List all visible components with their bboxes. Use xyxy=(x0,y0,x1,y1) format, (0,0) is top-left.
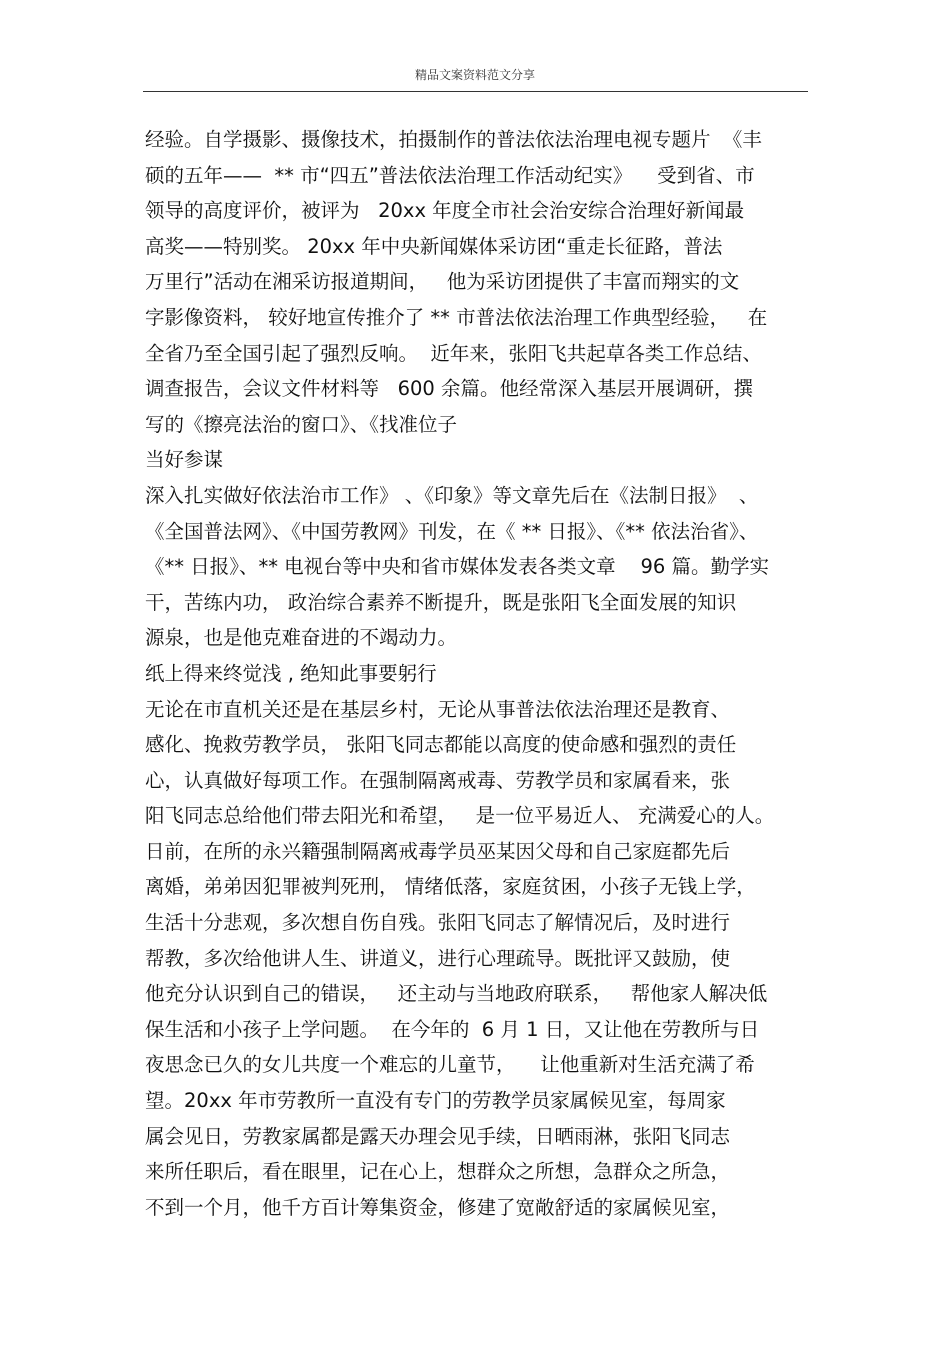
text-line: 阳飞同志总给他们带去阳光和希望， 是一位平易近人、 充满爱心的人。 xyxy=(145,804,775,828)
text-line: 源泉，也是他克难奋进的不竭动力。 xyxy=(145,626,458,650)
text-line: 写的《擦亮法治的窗口》、《找准位子 xyxy=(145,412,458,436)
text-line: 调查报告，会议文件材料等 600 余篇。他经常深入基层开展调研，撰 xyxy=(145,377,754,401)
section-heading: 纸上得来终觉浅 , 绝知此事要躬行 xyxy=(145,661,437,685)
text-line: 《** 日报》、** 电视台等中央和省市媒体发表各类文章 96 篇。勤学实 xyxy=(145,555,769,579)
text-line: 深入扎实做好依法治市工作》 、《印象》等文章先后在《法制日报》 、 xyxy=(145,483,759,507)
text-line: 生活十分悲观，多次想自伤自残。张阳飞同志了解情况后，及时进行 xyxy=(145,911,731,935)
text-line: 他充分认识到自己的错误， 还主动与当地政府联系， 帮他家人解决低 xyxy=(145,982,768,1006)
document-body xyxy=(145,122,825,1225)
page-header: 精品文案资料范文分享 xyxy=(414,68,535,82)
header-divider xyxy=(143,91,808,92)
text-line: 全省乃至全国引起了强烈反响。 近年来，张阳飞共起草各类工作总结、 xyxy=(145,341,762,365)
text-line: 领导的高度评价，被评为 20xx 年度全市社会治安综合治理好新闻最 xyxy=(145,199,745,223)
text-line: 字影像资料， 较好地宣传推介了 ** 市普法依法治理工作典型经验， 在 xyxy=(145,305,768,329)
text-line: 感化、挽救劳教学员， 张阳飞同志都能以高度的使命感和强烈的责任 xyxy=(145,733,737,757)
text-line: 万里行”活动在湘采访报道期间， 他为采访团提供了丰富而翔实的文 xyxy=(145,270,740,294)
text-line: 保生活和小孩子上学问题。 在今年的 6 月 1 日，又让他在劳教所与日 xyxy=(145,1017,760,1041)
text-line: 望。20xx 年市劳教所一直没有专门的劳教学员家属候见室，每周家 xyxy=(145,1089,726,1113)
text-line: 离婚，弟弟因犯罪被判死刑， 情绪低落，家庭贫困，小孩子无钱上学， xyxy=(145,875,756,899)
text-line: 高奖——特别奖。 20xx 年中央新闻媒体采访团“重走长征路，普法 xyxy=(145,234,723,258)
text-line: 心，认真做好每项工作。在强制隔离戒毒、劳教学员和家属看来，张 xyxy=(145,768,731,792)
text-line: 干，苦练内功， 政治综合素养不断提升，既是张阳飞全面发展的知识 xyxy=(145,590,737,614)
text-line: 属会见日，劳教家属都是露天办理会见手续，日晒雨淋，张阳飞同志 xyxy=(145,1124,731,1148)
text-line: 硕的五年—— ** 市“四五”普法依法治理工作活动纪实》 受到省、市 xyxy=(145,163,755,187)
text-line: 《全国普法网》、《中国劳教网》刊发，在《 ** 日报》、《** 依法治省》、 xyxy=(145,519,759,543)
text-line: 夜思念已久的女儿共度一个难忘的儿童节， 让他重新对生活充满了希 xyxy=(145,1053,755,1077)
text-line: 不到一个月，他千方百计筹集资金，修建了宽敞舒适的家属候见室， xyxy=(145,1195,731,1219)
text-line: 来所任职后，看在眼里，记在心上，想群众之所想，急群众之所急， xyxy=(145,1160,731,1184)
text-line: 无论在市直机关还是在基层乡村，无论从事普法依法治理还是教育、 xyxy=(145,697,731,721)
text-line: 日前，在所的永兴籍强制隔离戒毒学员巫某因父母和自己家庭都先后 xyxy=(145,839,731,863)
section-heading: 当好参谋 xyxy=(145,448,224,472)
text-line: 经验。自学摄影、摄像技术，拍摄制作的普法依法治理电视专题片 《丰 xyxy=(145,128,762,151)
text-line: 帮教，多次给他讲人生、讲道义，进行心理疏导。既批评又鼓励，使 xyxy=(145,946,731,970)
